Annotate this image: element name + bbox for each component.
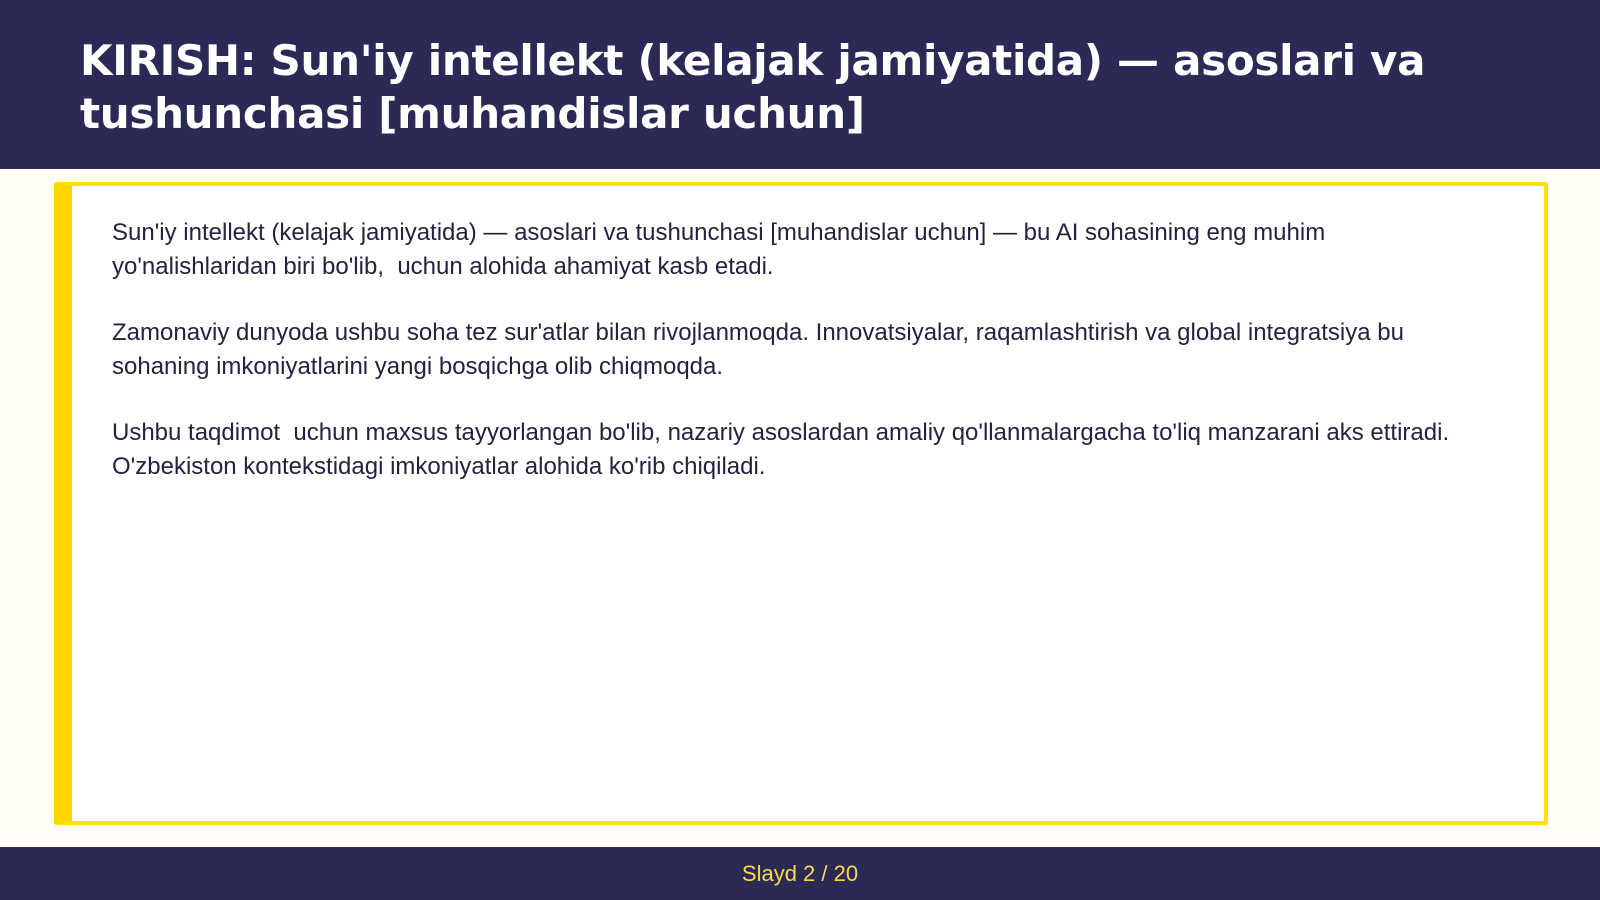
development-paragraph: Zamonaviy dunyoda ushbu soha tez sur'atlar bilan rivojlanmoqda. Innovatsiyalar, raqamlashtirish va global integratsiya bu sohaning imkoniyatlarini yangi bosqichga olib chiqmoqda. [112, 319, 1411, 380]
slide-footer [0, 847, 1600, 900]
slide-counter: Slayd 2 / 20 [741, 860, 859, 886]
intro-paragraph: Sun'iy intellekt (kelajak jamiyatida) — asoslari va tushunchasi [muhandislar uchun] — bu AI sohasining eng muhim yo'nalishlaridan biri bo'lib, uchun alohida ahamiyat kasb etadi. [112, 219, 1332, 280]
presentation-paragraph: Ushbu taqdimot uchun maxsus tayyorlangan bo'lib, nazariy asoslardan amaliy qo'llanmalargacha to'liq manzarani aks ettiradi. O'zbekiston kontekstidagi imkoniyatlar alohida ko'rib chiqiladi. [112, 419, 1456, 480]
slide-header [0, 0, 1600, 169]
slide-title: KIRISH: Sun'iy intellekt (kelajak jamiyatida) — asoslari va tushunchasi [muhandislar uchun] [80, 36, 1426, 138]
content-box [54, 182, 1548, 825]
